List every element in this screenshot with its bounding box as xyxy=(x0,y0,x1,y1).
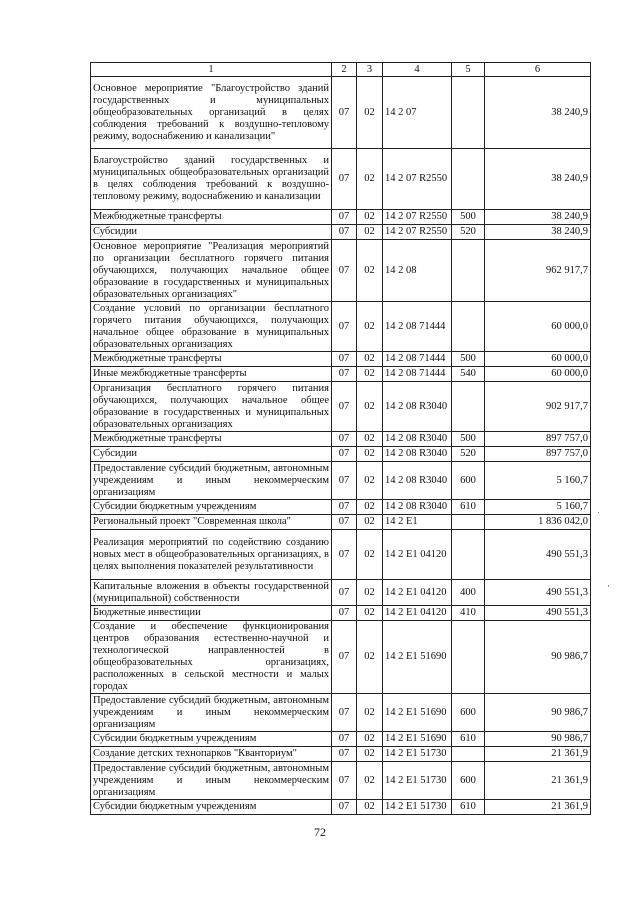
table-row xyxy=(91,621,591,694)
row-expense-type: 600 xyxy=(452,762,485,800)
row-amount: 90 986,7 xyxy=(485,621,591,694)
table-row xyxy=(91,225,591,240)
row-name: Субсидии бюджетным учреждениям xyxy=(91,800,332,815)
row-section: 07 xyxy=(332,747,357,762)
table-row xyxy=(91,606,591,621)
table-row xyxy=(91,515,591,530)
column-header: 6 xyxy=(485,63,591,77)
row-subsection: 02 xyxy=(357,621,383,694)
table-row xyxy=(91,432,591,447)
row-subsection: 02 xyxy=(357,77,383,149)
budget-table xyxy=(90,62,591,815)
table-row xyxy=(91,352,591,367)
row-section: 07 xyxy=(332,77,357,149)
row-name: Бюджетные инвестиции xyxy=(91,606,332,621)
column-header: 2 xyxy=(332,63,357,77)
row-subsection: 02 xyxy=(357,747,383,762)
row-name: Межбюджетные трансферты xyxy=(91,210,332,225)
row-name: Предоставление субсидий бюджетным, автономным учреждениям и иным некоммерческим организациям xyxy=(91,462,332,500)
row-expense-type: 520 xyxy=(452,447,485,462)
table-row xyxy=(91,580,591,606)
row-name: Предоставление субсидий бюджетным, автономным учреждениям и иным некоммерческим организациям xyxy=(91,762,332,800)
row-amount: 1 836 042,0 xyxy=(485,515,591,530)
row-amount: 21 361,9 xyxy=(485,747,591,762)
row-expense-type: 500 xyxy=(452,352,485,367)
table-row xyxy=(91,77,591,149)
row-section: 07 xyxy=(332,210,357,225)
column-header: 4 xyxy=(383,63,452,77)
row-subsection: 02 xyxy=(357,800,383,815)
row-subsection: 02 xyxy=(357,432,383,447)
row-section: 07 xyxy=(332,432,357,447)
row-target-code: 14 2 08 xyxy=(383,240,452,302)
row-target-code: 14 2 E1 51690 xyxy=(383,732,452,747)
row-section: 07 xyxy=(332,515,357,530)
row-target-code: 14 2 07 R2550 xyxy=(383,225,452,240)
row-subsection: 02 xyxy=(357,462,383,500)
row-expense-type xyxy=(452,515,485,530)
row-amount: 38 240,9 xyxy=(485,225,591,240)
row-amount: 5 160,7 xyxy=(485,500,591,515)
row-target-code: 14 2 07 xyxy=(383,77,452,149)
row-amount: 21 361,9 xyxy=(485,800,591,815)
row-amount: 490 551,3 xyxy=(485,606,591,621)
column-header: 5 xyxy=(452,63,485,77)
row-subsection: 02 xyxy=(357,694,383,732)
row-amount: 90 986,7 xyxy=(485,732,591,747)
row-amount: 21 361,9 xyxy=(485,762,591,800)
table-row xyxy=(91,530,591,580)
row-subsection: 02 xyxy=(357,240,383,302)
table-row xyxy=(91,302,591,352)
row-amount: 897 757,0 xyxy=(485,432,591,447)
row-amount: 60 000,0 xyxy=(485,302,591,352)
row-subsection: 02 xyxy=(357,762,383,800)
row-subsection: 02 xyxy=(357,352,383,367)
table-row xyxy=(91,747,591,762)
row-section: 07 xyxy=(332,762,357,800)
row-expense-type: 540 xyxy=(452,367,485,382)
row-section: 07 xyxy=(332,580,357,606)
row-section: 07 xyxy=(332,606,357,621)
row-subsection: 02 xyxy=(357,210,383,225)
row-amount: 897 757,0 xyxy=(485,447,591,462)
row-amount: 5 160,7 xyxy=(485,462,591,500)
table-row xyxy=(91,694,591,732)
row-expense-type xyxy=(452,149,485,210)
row-section: 07 xyxy=(332,462,357,500)
row-subsection: 02 xyxy=(357,515,383,530)
row-section: 07 xyxy=(332,367,357,382)
row-target-code: 14 2 E1 51730 xyxy=(383,762,452,800)
row-target-code: 14 2 E1 51730 xyxy=(383,747,452,762)
page-number: 72 xyxy=(314,825,326,839)
row-target-code: 14 2 E1 04120 xyxy=(383,530,452,580)
row-expense-type: 400 xyxy=(452,580,485,606)
row-target-code: 14 2 08 71444 xyxy=(383,302,452,352)
row-name: Основное мероприятие "Реализация мероприятий по организации бесплатного горячего питания обучающихся, получающих начальное общее образование в государственных и муниципальных образовательных организациях" xyxy=(91,240,332,302)
row-expense-type: 410 xyxy=(452,606,485,621)
row-section: 07 xyxy=(332,382,357,432)
row-expense-type: 610 xyxy=(452,800,485,815)
row-section: 07 xyxy=(332,621,357,694)
table-row xyxy=(91,447,591,462)
row-expense-type xyxy=(452,747,485,762)
row-expense-type: 500 xyxy=(452,210,485,225)
row-expense-type xyxy=(452,302,485,352)
row-target-code: 14 2 08 71444 xyxy=(383,367,452,382)
row-subsection: 02 xyxy=(357,367,383,382)
row-expense-type: 610 xyxy=(452,500,485,515)
row-amount: 60 000,0 xyxy=(485,367,591,382)
row-name: Региональный проект "Современная школа" xyxy=(91,515,332,530)
row-name: Предоставление субсидий бюджетным, автономным учреждениям и иным некоммерческим организациям xyxy=(91,694,332,732)
row-section: 07 xyxy=(332,149,357,210)
row-section: 07 xyxy=(332,530,357,580)
table-row xyxy=(91,732,591,747)
row-target-code: 14 2 E1 04120 xyxy=(383,580,452,606)
row-section: 07 xyxy=(332,800,357,815)
row-name: Капитальные вложения в объекты государственной (муниципальной) собственности xyxy=(91,580,332,606)
row-expense-type: 520 xyxy=(452,225,485,240)
row-name: Субсидии бюджетным учреждениям xyxy=(91,732,332,747)
row-amount: 490 551,3 xyxy=(485,580,591,606)
scan-speck xyxy=(608,585,609,587)
row-amount: 902 917,7 xyxy=(485,382,591,432)
row-subsection: 02 xyxy=(357,382,383,432)
row-expense-type: 610 xyxy=(452,732,485,747)
row-target-code: 14 2 08 R3040 xyxy=(383,500,452,515)
table-row xyxy=(91,462,591,500)
table-row xyxy=(91,762,591,800)
row-amount: 962 917,7 xyxy=(485,240,591,302)
row-name: Создание условий по организации бесплатного горячего питания обучающихся, получающих начальное общее образование в муниципальных образовательных организациях xyxy=(91,302,332,352)
table-row xyxy=(91,149,591,210)
row-subsection: 02 xyxy=(357,500,383,515)
row-name: Субсидии xyxy=(91,447,332,462)
row-name: Благоустройство зданий государственных и муниципальных общеобразовательных организаций в целях соблюдения требований к воздушно-тепловому режиму, водоснабжению и канализации xyxy=(91,149,332,210)
row-section: 07 xyxy=(332,732,357,747)
row-name: Организация бесплатного горячего питания обучающихся, получающих начальное общее образование в государственных и муниципальных образовательных организациях xyxy=(91,382,332,432)
row-expense-type xyxy=(452,240,485,302)
row-name: Создание и обеспечение функционирования центров образования естественно-научной и технологической направленностей в общеобразовательных организациях, расположенных в сельской местности и малых городах xyxy=(91,621,332,694)
row-target-code: 14 2 E1 xyxy=(383,515,452,530)
row-subsection: 02 xyxy=(357,606,383,621)
row-target-code: 14 2 08 R3040 xyxy=(383,382,452,432)
row-name: Субсидии xyxy=(91,225,332,240)
row-target-code: 14 2 E1 04120 xyxy=(383,606,452,621)
row-expense-type: 600 xyxy=(452,462,485,500)
row-target-code: 14 2 08 R3040 xyxy=(383,462,452,500)
row-subsection: 02 xyxy=(357,580,383,606)
row-target-code: 14 2 08 R3040 xyxy=(383,447,452,462)
row-name: Создание детских технопарков "Кванториум" xyxy=(91,747,332,762)
scan-speck xyxy=(598,512,599,513)
row-expense-type xyxy=(452,530,485,580)
table-row xyxy=(91,800,591,815)
row-section: 07 xyxy=(332,447,357,462)
row-target-code: 14 2 E1 51690 xyxy=(383,694,452,732)
row-expense-type: 500 xyxy=(452,432,485,447)
table-row xyxy=(91,382,591,432)
row-section: 07 xyxy=(332,500,357,515)
row-section: 07 xyxy=(332,302,357,352)
row-expense-type: 600 xyxy=(452,694,485,732)
table-row xyxy=(91,210,591,225)
table-row xyxy=(91,500,591,515)
row-target-code: 14 2 08 71444 xyxy=(383,352,452,367)
row-amount: 38 240,9 xyxy=(485,77,591,149)
row-name: Основное мероприятие "Благоустройство зданий государственных и муниципальных общеобразовательных организаций в целях соблюдения требований к воздушно-тепловому режиму, водоснабжению и канализации" xyxy=(91,77,332,149)
row-name: Межбюджетные трансферты xyxy=(91,352,332,367)
row-subsection: 02 xyxy=(357,530,383,580)
row-amount: 490 551,3 xyxy=(485,530,591,580)
row-name: Межбюджетные трансферты xyxy=(91,432,332,447)
row-section: 07 xyxy=(332,352,357,367)
row-expense-type xyxy=(452,77,485,149)
table-row xyxy=(91,367,591,382)
row-subsection: 02 xyxy=(357,732,383,747)
row-expense-type xyxy=(452,382,485,432)
row-subsection: 02 xyxy=(357,302,383,352)
column-header: 3 xyxy=(357,63,383,77)
row-target-code: 14 2 E1 51730 xyxy=(383,800,452,815)
row-target-code: 14 2 07 R2550 xyxy=(383,210,452,225)
row-expense-type xyxy=(452,621,485,694)
row-subsection: 02 xyxy=(357,149,383,210)
row-name: Иные межбюджетные трансферты xyxy=(91,367,332,382)
table-header-row xyxy=(91,63,591,77)
column-header: 1 xyxy=(91,63,332,77)
row-amount: 38 240,9 xyxy=(485,210,591,225)
row-amount: 90 986,7 xyxy=(485,694,591,732)
row-amount: 60 000,0 xyxy=(485,352,591,367)
row-section: 07 xyxy=(332,694,357,732)
row-target-code: 14 2 07 R2550 xyxy=(383,149,452,210)
row-target-code: 14 2 08 R3040 xyxy=(383,432,452,447)
row-subsection: 02 xyxy=(357,447,383,462)
row-section: 07 xyxy=(332,240,357,302)
row-target-code: 14 2 E1 51690 xyxy=(383,621,452,694)
row-subsection: 02 xyxy=(357,225,383,240)
table-row xyxy=(91,240,591,302)
row-section: 07 xyxy=(332,225,357,240)
row-amount: 38 240,9 xyxy=(485,149,591,210)
row-name: Субсидии бюджетным учреждениям xyxy=(91,500,332,515)
row-name: Реализация мероприятий по содействию созданию новых мест в общеобразовательных организациях, в целях выполнения показателей результативности xyxy=(91,530,332,580)
